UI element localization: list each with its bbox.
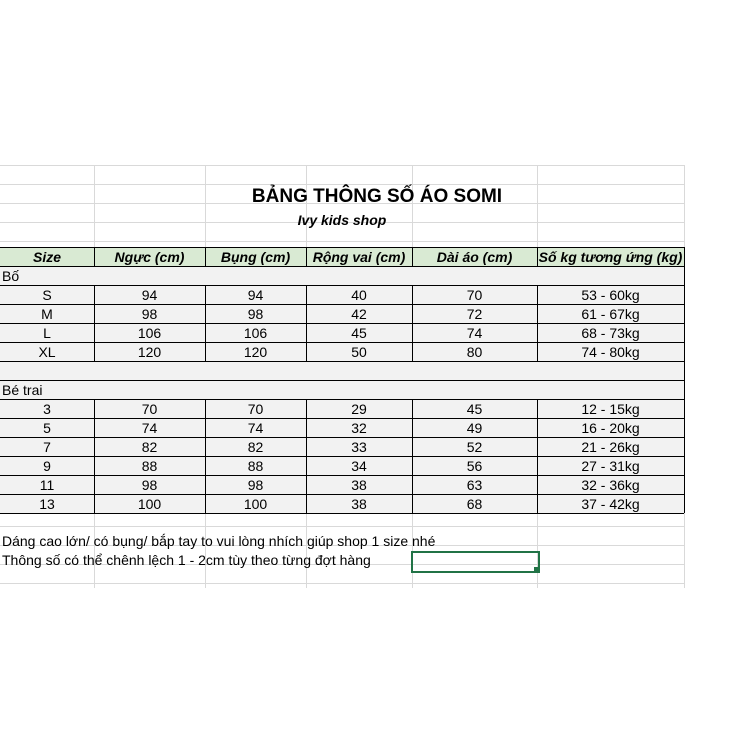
column-header[interactable]: Ngực (cm) xyxy=(114,249,185,265)
table-cell[interactable]: XL xyxy=(38,344,56,360)
table-border xyxy=(205,399,206,513)
table-cell[interactable]: 98 xyxy=(247,306,264,322)
table-cell[interactable]: 7 xyxy=(43,439,51,455)
table-border xyxy=(412,285,413,361)
table-border xyxy=(0,475,684,476)
table-cell[interactable]: 50 xyxy=(351,344,367,360)
table-cell[interactable]: 82 xyxy=(247,439,264,455)
table-cell[interactable]: 9 xyxy=(43,458,51,474)
table-cell[interactable]: 29 xyxy=(351,401,367,417)
table-cell[interactable]: 68 - 73kg xyxy=(581,325,640,341)
table-cell[interactable]: 32 xyxy=(351,420,367,436)
table-cell[interactable]: 120 xyxy=(137,344,162,360)
table-cell[interactable]: 63 xyxy=(466,477,483,493)
table-border xyxy=(0,361,684,362)
selected-cell[interactable] xyxy=(411,551,540,573)
table-border xyxy=(412,399,413,513)
column-header[interactable]: Dài áo (cm) xyxy=(436,249,513,265)
table-cell[interactable]: 72 xyxy=(466,306,483,322)
table-cell[interactable]: 61 - 67kg xyxy=(581,306,640,322)
table-cell[interactable]: 3 xyxy=(43,401,51,417)
table-cell[interactable]: 80 xyxy=(466,344,483,360)
table-border xyxy=(0,494,684,495)
gridline-horizontal xyxy=(0,526,684,527)
table-header-row xyxy=(0,247,684,266)
table-cell[interactable]: 70 xyxy=(466,287,483,303)
table-cell[interactable]: 12 - 15kg xyxy=(581,401,640,417)
table-border xyxy=(94,399,95,513)
table-cell[interactable]: 5 xyxy=(43,420,51,436)
table-cell[interactable]: 74 - 80kg xyxy=(581,344,640,360)
table-cell[interactable]: 27 - 31kg xyxy=(581,458,640,474)
table-cell[interactable]: S xyxy=(42,287,52,303)
table-cell[interactable]: 45 xyxy=(351,325,367,341)
table-row xyxy=(0,399,684,418)
fill-handle[interactable] xyxy=(534,567,539,572)
table-border xyxy=(0,380,684,381)
table-cell[interactable]: 11 xyxy=(39,477,55,493)
table-cell[interactable]: 88 xyxy=(247,458,264,474)
table-cell[interactable]: 74 xyxy=(247,420,264,436)
table-cell[interactable]: 106 xyxy=(243,325,268,341)
table-border xyxy=(537,285,538,361)
table-cell[interactable]: 45 xyxy=(466,401,483,417)
table-row xyxy=(0,323,684,342)
table-row xyxy=(0,437,684,456)
group-label: Bé trai xyxy=(2,382,43,398)
table-cell[interactable]: 16 - 20kg xyxy=(581,420,640,436)
table-row xyxy=(0,285,684,304)
table-cell[interactable]: 68 xyxy=(466,496,483,512)
gridline-horizontal xyxy=(0,241,684,242)
table-row xyxy=(0,342,684,361)
table-cell[interactable]: 70 xyxy=(141,401,158,417)
table-border xyxy=(537,399,538,513)
table-border xyxy=(306,285,307,361)
table-cell[interactable]: L xyxy=(43,325,51,341)
table-cell[interactable]: 56 xyxy=(466,458,483,474)
table-border xyxy=(306,399,307,513)
table-border xyxy=(205,247,206,266)
gridline-horizontal xyxy=(0,165,684,166)
table-row xyxy=(0,418,684,437)
table-cell[interactable]: 120 xyxy=(243,344,268,360)
table-cell[interactable]: 74 xyxy=(141,420,158,436)
table-cell[interactable]: 13 xyxy=(39,496,55,512)
table-border xyxy=(0,342,684,343)
table-cell[interactable]: 49 xyxy=(466,420,483,436)
table-cell[interactable]: 53 - 60kg xyxy=(581,287,640,303)
table-border xyxy=(0,266,684,267)
column-header[interactable]: Bụng (cm) xyxy=(220,249,291,265)
group-row-bo[interactable] xyxy=(0,266,684,285)
table-border xyxy=(94,285,95,361)
table-cell[interactable]: 106 xyxy=(137,325,162,341)
note-line-1: Dáng cao lớn/ có bụng/ bắp tay to vui lòng nhích giúp shop 1 size nhé xyxy=(2,533,436,549)
table-cell[interactable]: 33 xyxy=(351,439,367,455)
group-row-be-trai[interactable] xyxy=(0,380,684,399)
table-cell[interactable]: 74 xyxy=(466,325,483,341)
table-cell[interactable]: 38 xyxy=(351,496,367,512)
column-header[interactable]: Số kg tương ứng (kg) xyxy=(538,249,683,265)
table-border xyxy=(0,437,684,438)
table-row xyxy=(0,456,684,475)
sheet-title: BẢNG THÔNG SỐ ÁO SOMI xyxy=(251,186,503,207)
table-cell[interactable]: 52 xyxy=(466,439,483,455)
table-cell[interactable]: 21 - 26kg xyxy=(581,439,640,455)
table-row xyxy=(0,494,684,513)
table-row xyxy=(0,304,684,323)
table-cell[interactable]: 100 xyxy=(137,496,162,512)
table-border xyxy=(0,399,684,400)
table-cell[interactable]: 98 xyxy=(141,477,158,493)
table-cell[interactable]: 32 - 36kg xyxy=(581,477,640,493)
table-border xyxy=(0,323,684,324)
table-border xyxy=(205,285,206,361)
table-border xyxy=(0,513,684,514)
table-cell[interactable]: 38 xyxy=(351,477,367,493)
table-cell[interactable]: 82 xyxy=(141,439,158,455)
note-line-2: Thông số có thể chênh lệch 1 - 2cm tùy theo từng đợt hàng xyxy=(2,552,371,568)
table-cell[interactable]: 98 xyxy=(247,477,264,493)
gridline-horizontal xyxy=(0,583,684,584)
table-border xyxy=(412,247,413,266)
group-label: Bố xyxy=(2,268,20,284)
column-header[interactable]: Size xyxy=(32,249,61,265)
table-cell[interactable]: M xyxy=(41,306,53,322)
table-border xyxy=(684,247,685,513)
table-cell[interactable]: 88 xyxy=(141,458,158,474)
table-cell[interactable]: 94 xyxy=(247,287,264,303)
table-border xyxy=(0,285,684,286)
table-cell[interactable]: 100 xyxy=(243,496,268,512)
table-cell[interactable]: 42 xyxy=(351,306,367,322)
sheet-subtitle: Ivy kids shop xyxy=(297,212,387,228)
table-cell[interactable]: 98 xyxy=(141,306,158,322)
table-cell[interactable]: 40 xyxy=(351,287,367,303)
table-border xyxy=(94,247,95,266)
table-cell[interactable]: 70 xyxy=(247,401,264,417)
table-border xyxy=(306,247,307,266)
table-border xyxy=(537,247,538,266)
table-row xyxy=(0,475,684,494)
table-border xyxy=(0,418,684,419)
table-border xyxy=(0,304,684,305)
table-border xyxy=(0,456,684,457)
table-cell[interactable]: 94 xyxy=(141,287,158,303)
column-header[interactable]: Rộng vai (cm) xyxy=(312,249,406,265)
table-cell[interactable]: 37 - 42kg xyxy=(581,496,640,512)
spacer-row[interactable] xyxy=(0,361,684,380)
table-cell[interactable]: 34 xyxy=(351,458,367,474)
table-border xyxy=(0,247,684,248)
